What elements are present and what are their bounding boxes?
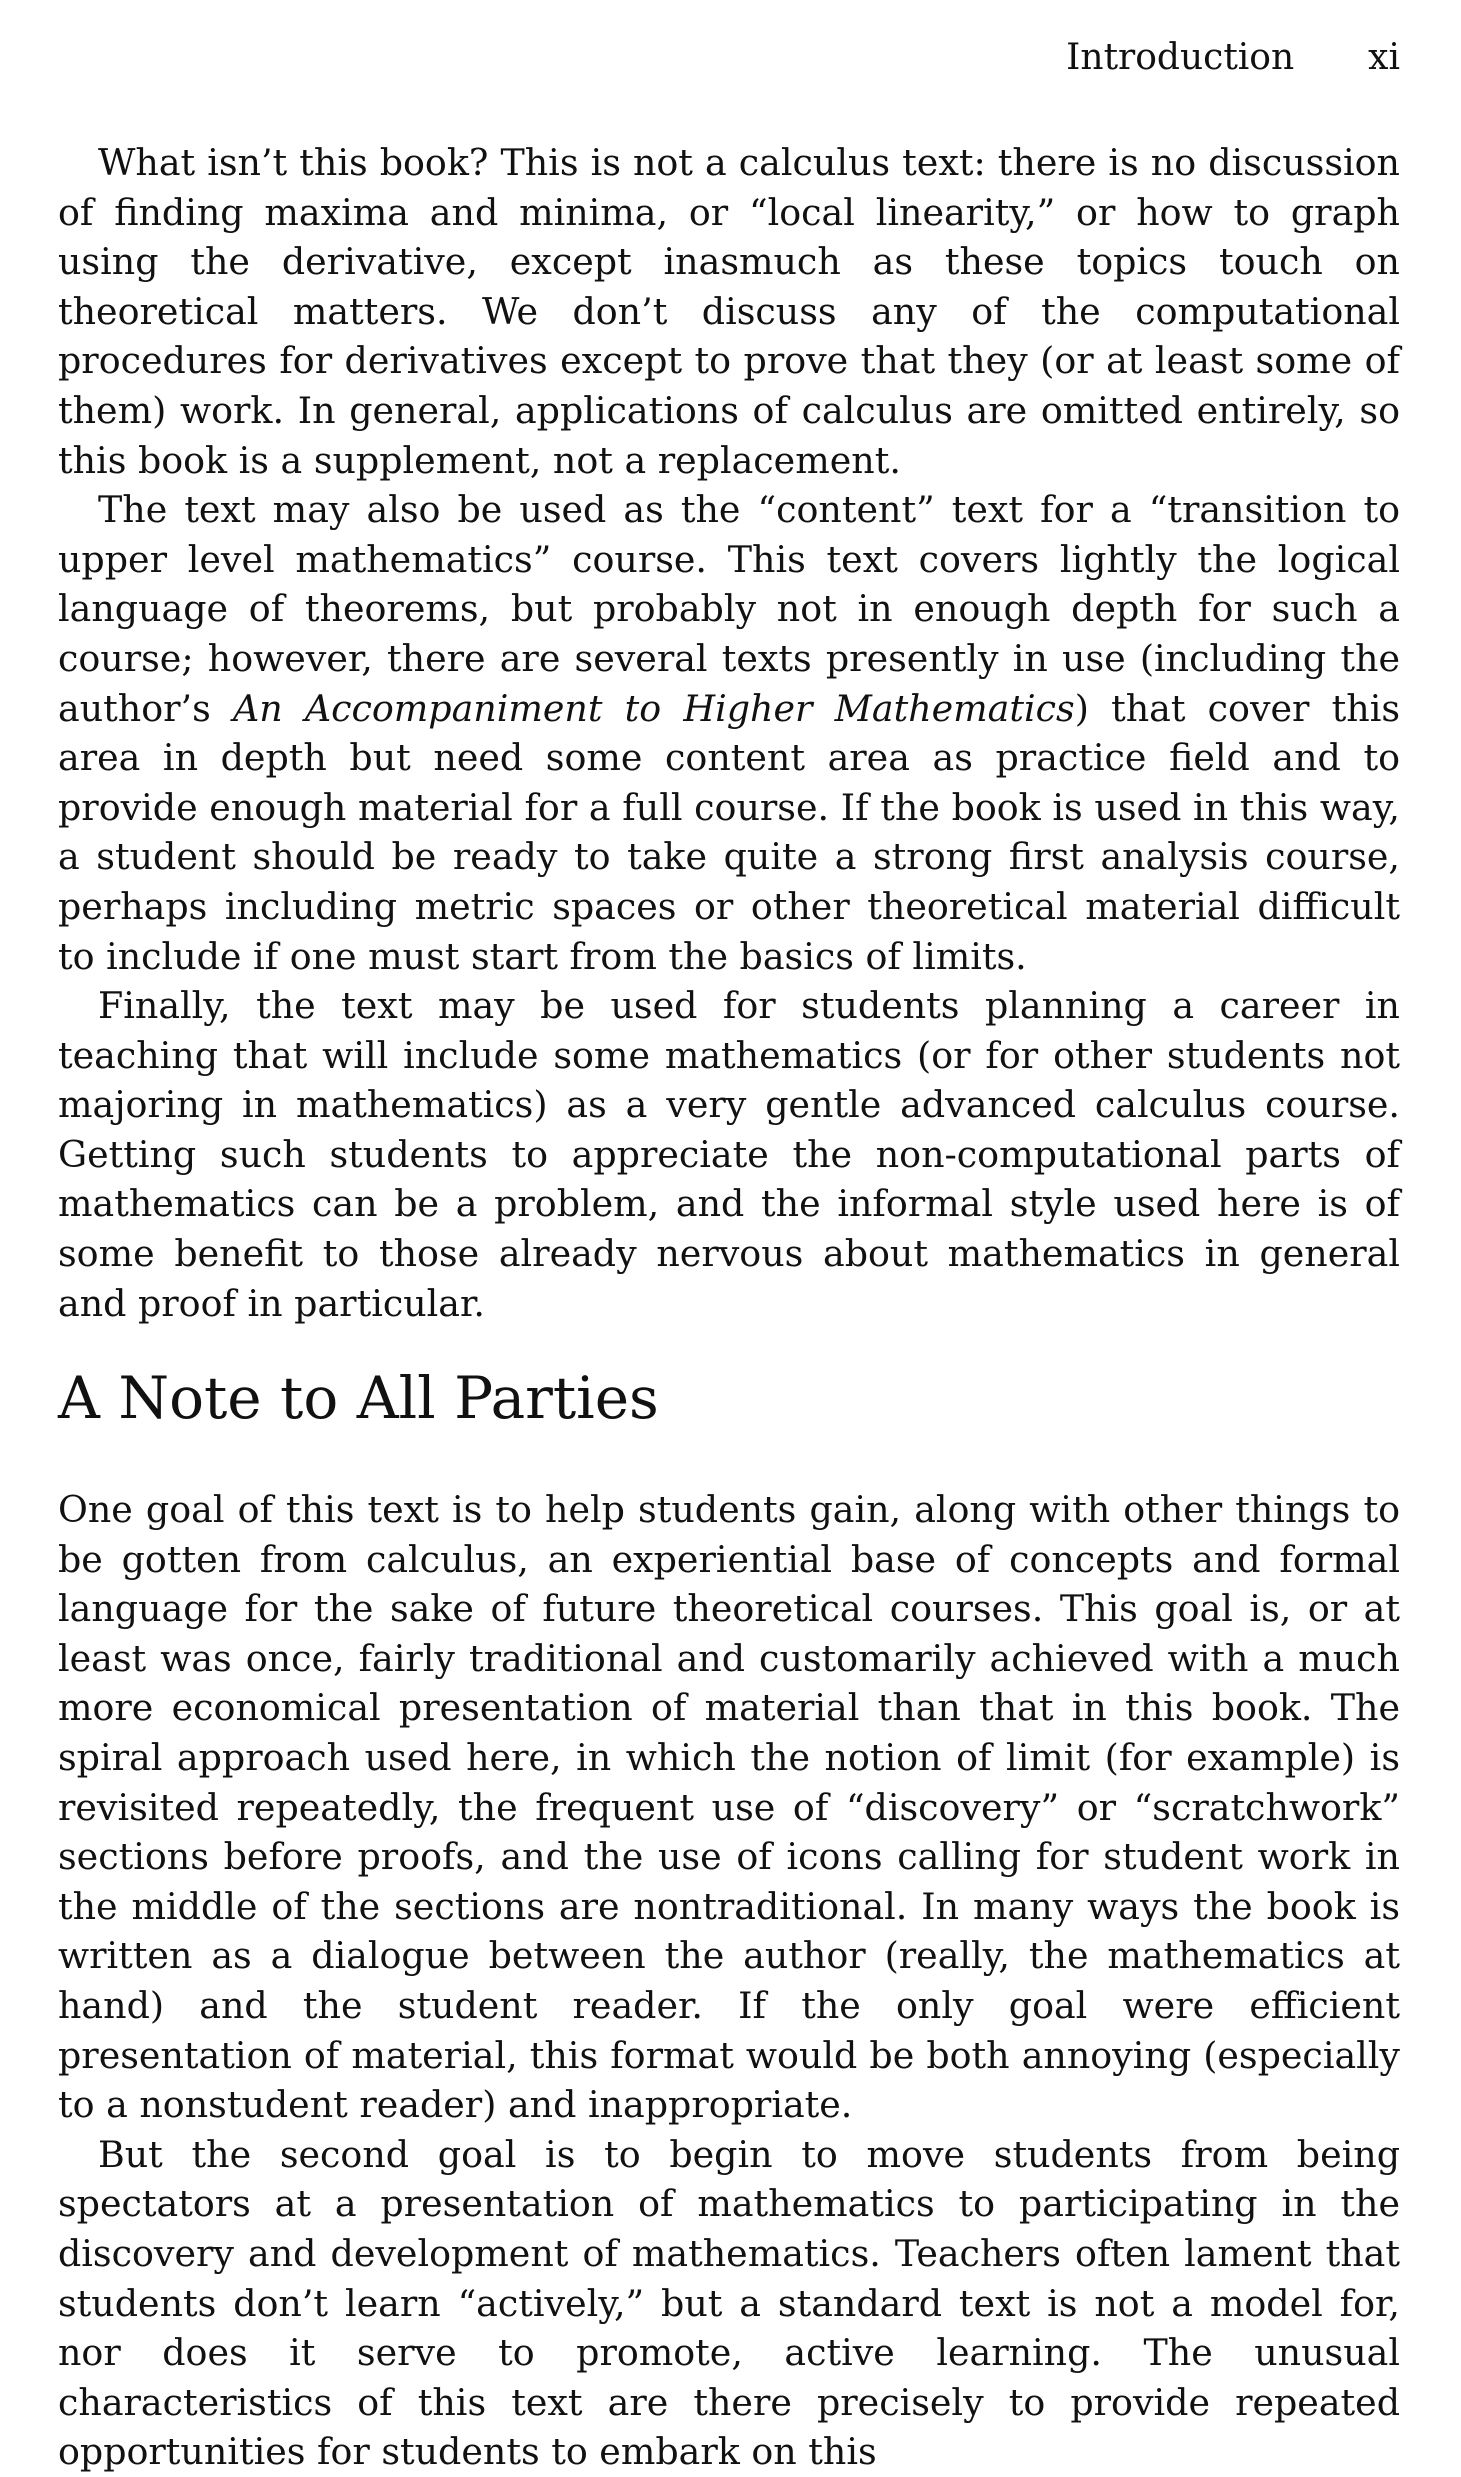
page-number: xi <box>1368 37 1400 78</box>
running-head-title: Introduction <box>1066 37 1295 78</box>
paragraph-first-goal: One goal of this text is to help students gain, along with other things to be gotten from calculus, an experiential base of concepts and formal language for the sake of future theoretical courses. This goal is, or at least was once, fairly traditional and customarily achieved with a much more economical presentation of material than that in this book. The spiral approach used here, in which the notion of limit (for example) is revisited repeatedly, the frequent use of “discovery” or “scratchwork” sections before proofs, and the use of icons calling for student work in the middle of the sections are nontraditional. In many ways the book is written as a dialogue between the author (really, the mathematics at hand) and the student reader. If the only goal were efficient presentation of material, this format would be both annoying (especially to a nonstudent reader) and inappropriate. <box>58 1488 1400 2127</box>
paragraph-second-goal: But the second goal is to begin to move students from being spectators at a presentation of mathematics to participating in the discovery and development of mathematics. Teachers often lament that students don’t learn “actively,” but a standard text is not a model for, nor does it serve to promote, active learning. The unusual characteristics of this text are there precisely to provide repeated opportunities for students to embark on this <box>58 2132 1400 2474</box>
section-text-block <box>58 1485 1400 2477</box>
book-title-reference: An Accompaniment to Higher Mathematics <box>232 686 1075 730</box>
paragraph-what-isnt-this-book: What isn’t this book? This is not a calculus text: there is no discussion of finding maxima and minima, or “local linearity,” or how to graph using the derivative, except inasmuch as these topics touch on theoretical matters. We don’t discuss any of the computational procedures for derivatives except to prove that they (or at least some of them) work. In general, applications of calculus are omitted entirely, so this book is a supplement, not a replacement. <box>58 141 1400 482</box>
section-heading: A Note to All Parties <box>58 1364 659 1432</box>
intro-text-block <box>58 138 1400 1328</box>
paragraph-transition-course <box>58 485 1400 981</box>
paragraph-text: The text may also be used as the “content” text for a “transition to upper level mathematics” course. This text covers lightly the logical language of theorems, but probably not in enough depth for such a course; however, there are several texts presently in use (including the author’s <box>58 488 1400 730</box>
running-head <box>1066 34 1400 82</box>
paragraph-teaching-students: Finally, the text may be used for students planning a career in teaching that will include some mathematics (or for other students not majoring in mathematics) as a very gentle advanced calculus course. Getting such students to appreciate the non-computational parts of mathematics can be a problem, and the informal style used here is of some benefit to those already nervous about mathematics in general and proof in particular. <box>58 984 1400 1325</box>
paragraph-text: ) that cover this area in depth but need some content area as practice field and to provide enough material for a full course. If the book is used in this way, a student should be ready to take quite a strong first analysis course, perhaps including metric spaces or other theoretical material difficult to include if one must start from the basics of limits. <box>58 686 1401 978</box>
